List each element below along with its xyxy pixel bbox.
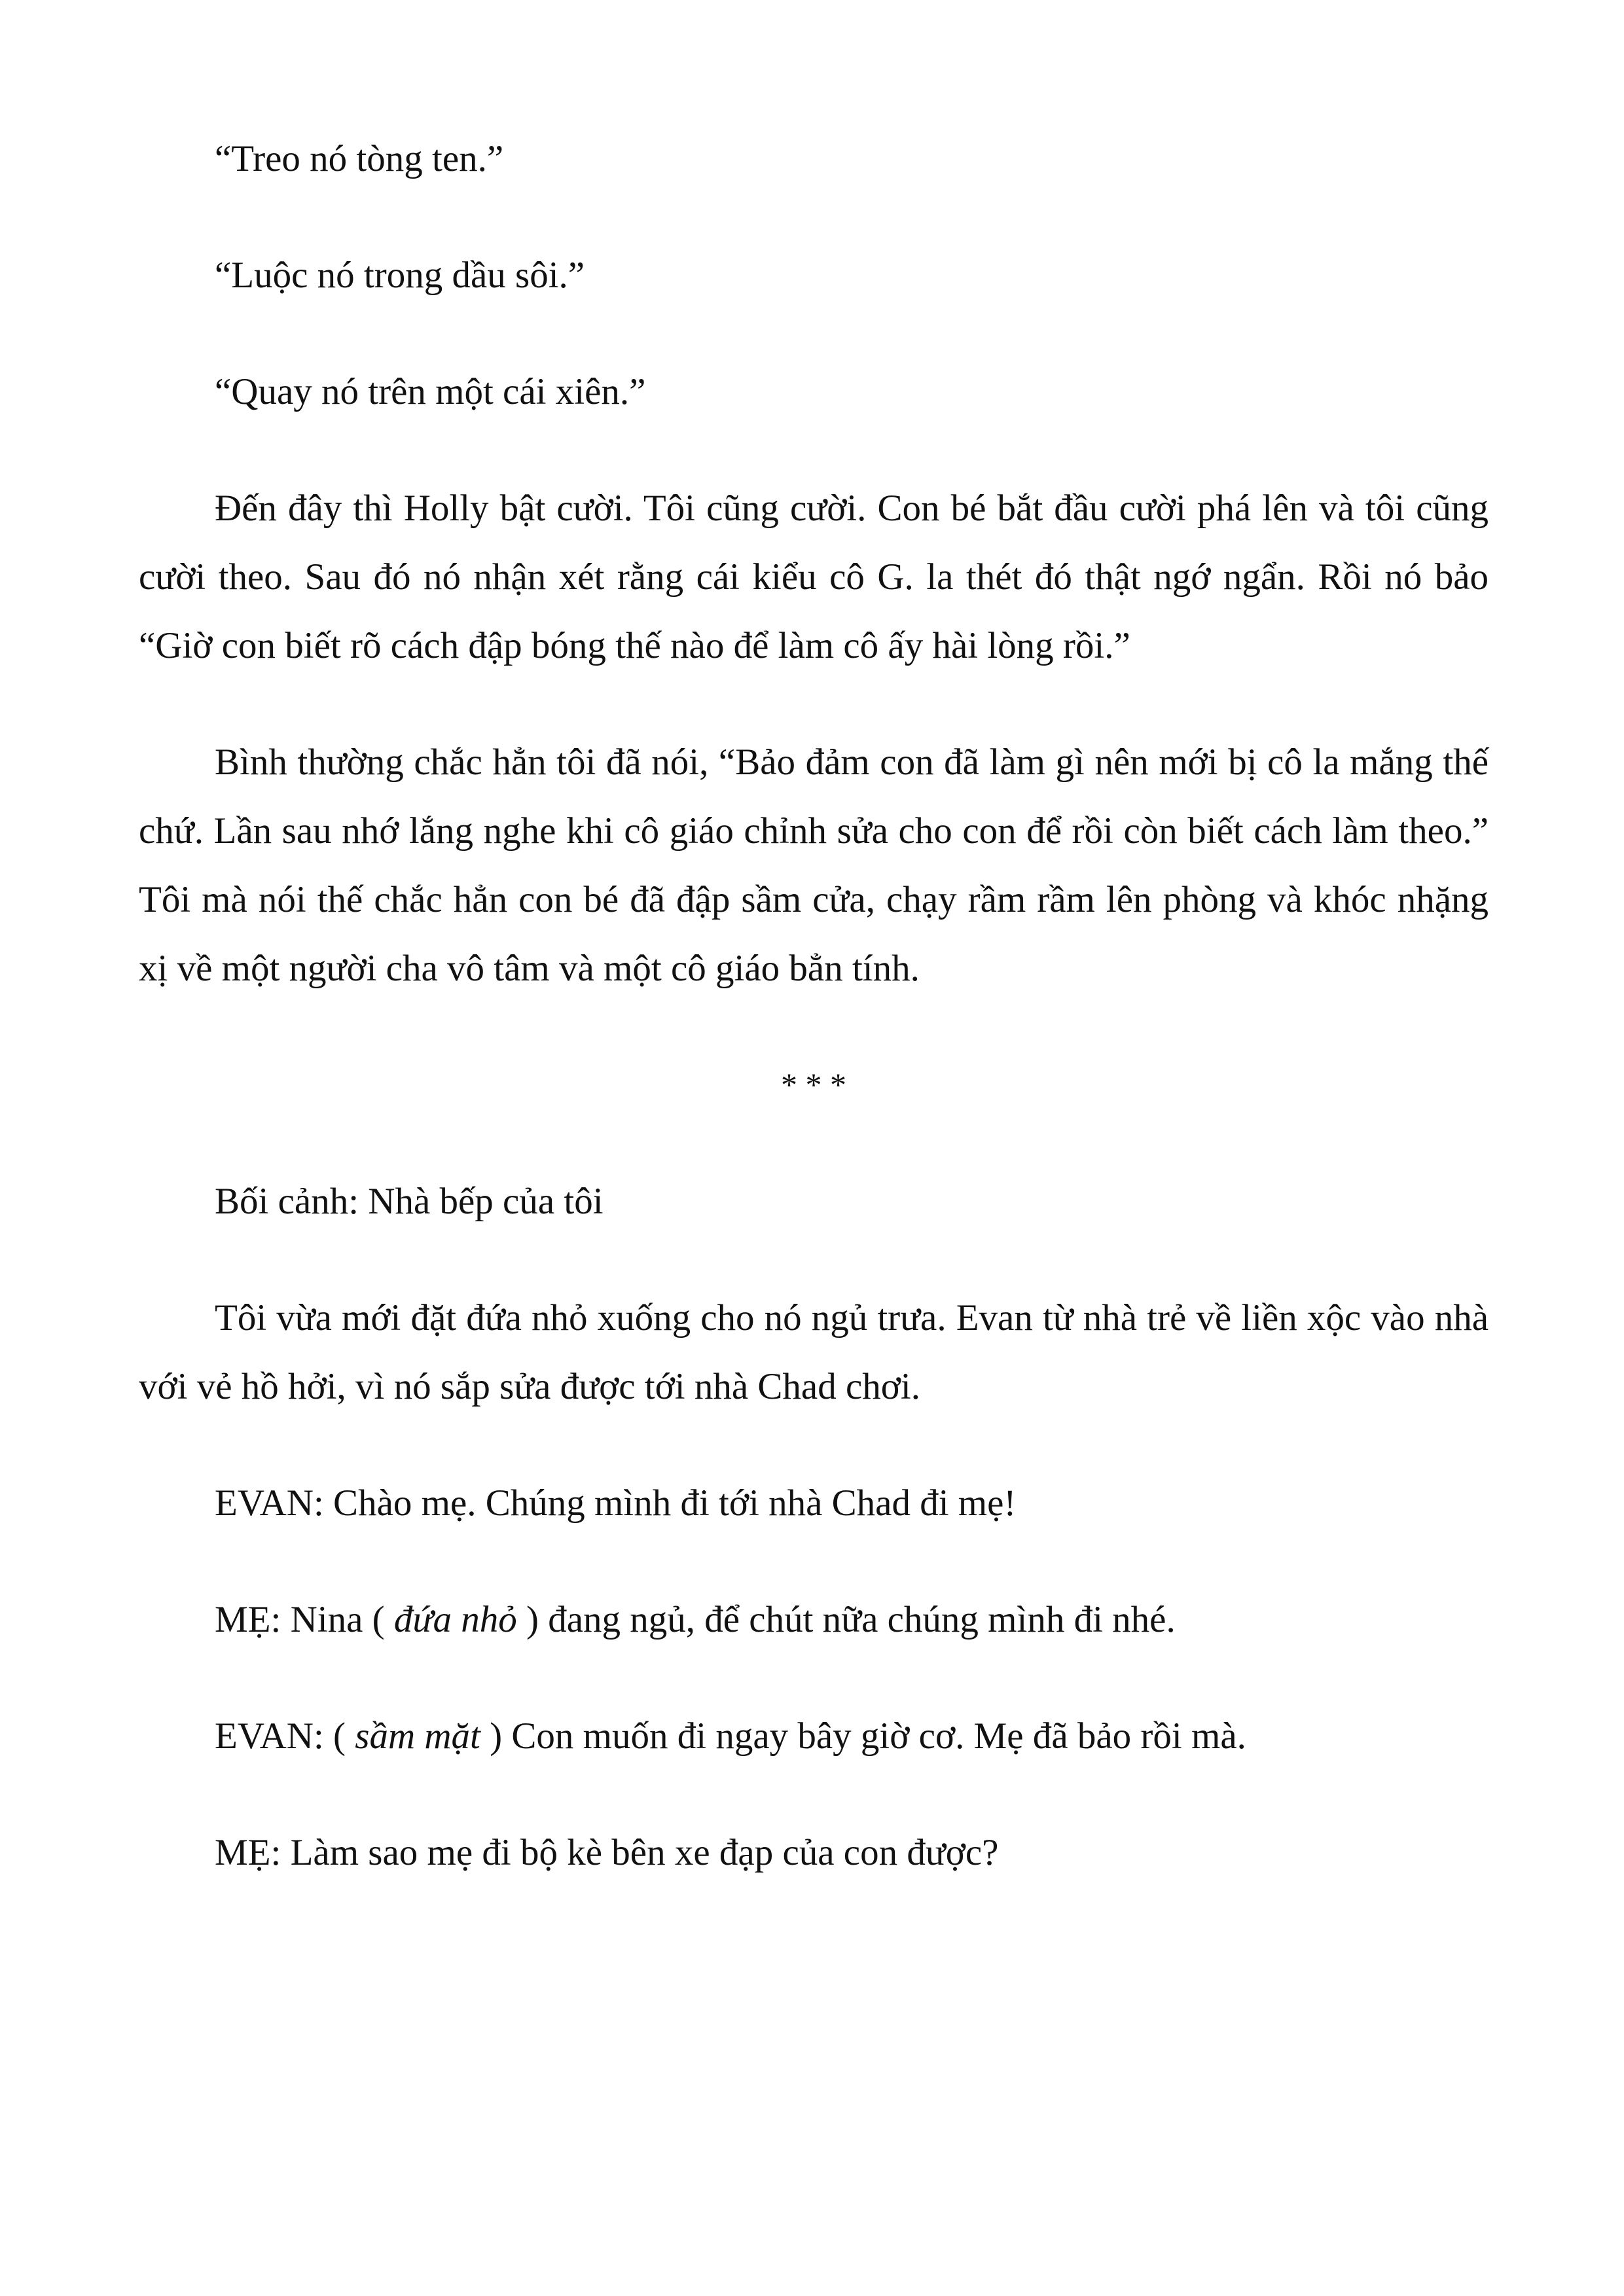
body-paragraph: Bình thường chắc hẳn tôi đã nói, “Bảo đảm con đã làm gì nên mới bị cô la mắng thế chứ. Lần sau nhớ lắng nghe khi cô giáo chỉnh sửa cho con để rồi còn biết cách làm theo.” Tôi mà nói thế chắc hẳn con bé đã đập sầm cửa, chạy rầm rầm lên phòng và khóc nhặng xị về một người cha vô tâm và một cô giáo bẳn tính.: [139, 742, 1489, 989]
quote-paragraph: “Quay nó trên một cái xiên.”: [215, 371, 646, 412]
intro-paragraph: Tôi vừa mới đặt đứa nhỏ xuống cho nó ngủ trưa. Evan từ nhà trẻ về liền xộc vào nhà với vẻ hồ hởi, vì nó sắp sửa được tới nhà Chad chơi.: [139, 1297, 1489, 1407]
quote-paragraph: “Luộc nó trong dầu sôi.”: [215, 255, 585, 296]
dialogue-text: EVAN: (: [215, 1715, 355, 1757]
stage-direction: sầm mặt: [355, 1715, 480, 1757]
dialogue-line: [139, 1585, 1489, 1654]
dialogue-text: ) Con muốn đi ngay bây giờ cơ. Mẹ đã bảo rồi mà.: [480, 1715, 1246, 1757]
stage-direction: đứa nhỏ: [393, 1599, 517, 1640]
dialogue-line: MẸ: Làm sao mẹ đi bộ kè bên xe đạp của con được?: [215, 1832, 999, 1873]
dialogue-line: [139, 1702, 1489, 1770]
dialogue-text: MẸ: Nina (: [215, 1599, 394, 1640]
body-paragraph: Đến đây thì Holly bật cười. Tôi cũng cười. Con bé bắt đầu cười phá lên và tôi cũng cười theo. Sau đó nó nhận xét rằng cái kiểu cô G. la thét đó thật ngớ ngẩn. Rồi nó bảo “Giờ con biết rõ cách đập bóng thế nào để làm cô ấy hài lòng rồi.”: [139, 488, 1489, 666]
dialogue-line: EVAN: Chào mẹ. Chúng mình đi tới nhà Chad đi mẹ!: [215, 1482, 1017, 1524]
scene-heading: Bối cảnh: Nhà bếp của tôi: [215, 1181, 604, 1222]
quote-paragraph: “Treo nó tòng ten.”: [215, 138, 504, 179]
dialogue-text: ) đang ngủ, để chút nữa chúng mình đi nhé.: [516, 1599, 1176, 1640]
document-page: [139, 124, 1489, 1935]
section-separator: * * *: [781, 1066, 846, 1103]
